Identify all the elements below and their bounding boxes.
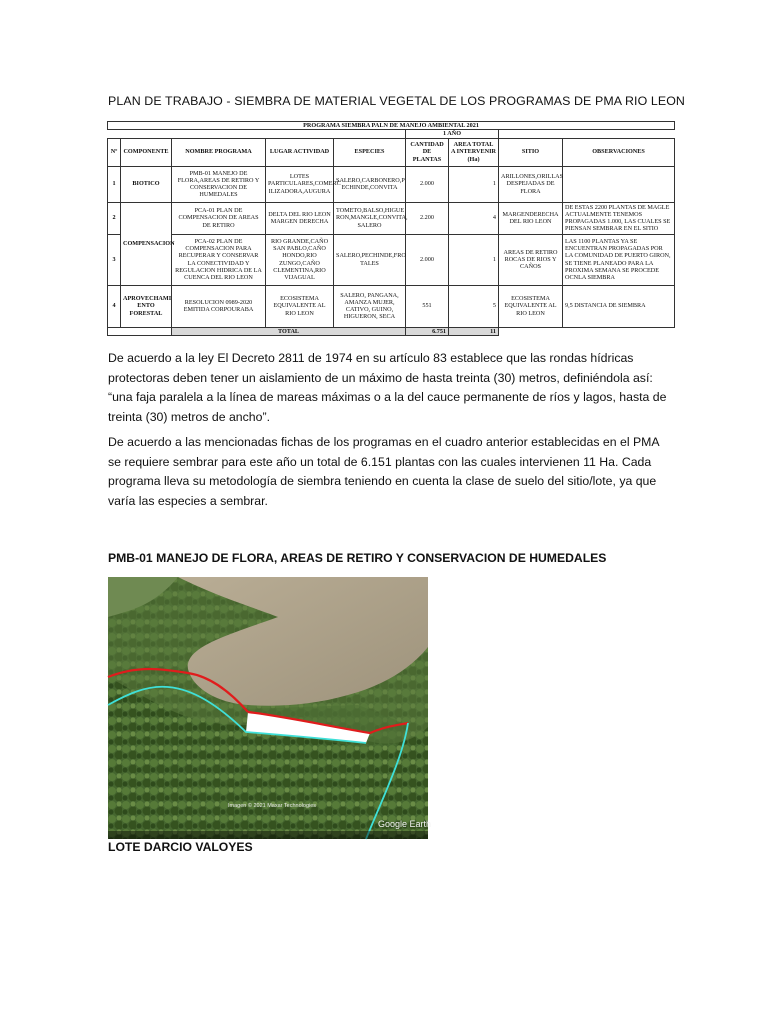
cell-componente: APROVECHAMI ENTO FORESTAL — [121, 285, 172, 327]
cell-sitio: MARGENDERECHA DEL RIO LEON — [499, 202, 563, 234]
table-caption: PROGRAMA SIEMBRA PALN DE MANEJO AMBIENTAL 2021 — [108, 122, 675, 130]
satellite-map-image — [108, 577, 432, 839]
satellite-map-svg — [108, 577, 432, 839]
cell-especies: TOMETO,BALSO,HIGUE RON,MANGLE,CONVITA, SALERO — [334, 202, 406, 234]
cell-nombre: RESOLUCION 0989-2020 EMITIDA CORPOURABA — [172, 285, 266, 327]
cell-especies: SALERO,CARBONERO,P ECHINDE,CONVITA — [334, 166, 406, 202]
cell-nombre: PCA-02 PLAN DE COMPENSACION PARA RECUPERAR Y CONSERVAR LA CONECTIVIDAD Y REGULACION HIDRICA DE LA CUENCA DEL RIO LEON — [172, 234, 266, 285]
table-spacer — [499, 130, 675, 138]
cell-sitio: ARILLONES,ORILLAS DESPEJADAS DE FLORA — [499, 166, 563, 202]
cell-area: 4 — [449, 202, 499, 234]
header-observaciones: OBSERVACIONES — [563, 138, 675, 166]
cell-num: 1 — [108, 166, 121, 202]
cell-especies: SALERO,PECHINDE,FRO TALES — [334, 234, 406, 285]
header-lugar: LUGAR ACTIVIDAD — [266, 138, 334, 166]
cell-num: 4 — [108, 285, 121, 327]
cell-area: 1 — [449, 234, 499, 285]
cell-area: 5 — [449, 285, 499, 327]
paragraph-decree — [108, 349, 668, 427]
cell-nombre: PMB-01 MANEJO DE FLORA,AREAS DE RETIRO Y CONSERVACION DE HUMEDALES — [172, 166, 266, 202]
cell-lugar: DELTA DEL RIO LEON MARGEN DERECHA — [266, 202, 334, 234]
cell-sitio: ECOSISTEMA EQUIVALENTE AL RIO LEON — [499, 285, 563, 327]
cell-especies: SALERO, PANGANA, AMANZA MUJER, CATIVO, GUINO, HIGUERON, SECA — [334, 285, 406, 327]
table-row — [108, 202, 675, 234]
header-cantidad: CANTIDAD DE PLANTAS — [406, 138, 449, 166]
paragraph-decree-text: De acuerdo a la ley El Decreto 2811 de 1974 en su artículo 83 establece que las rondas hídricas protectoras deben tener un aislamiento de un máximo de hasta treinta (30) metros, definiéndola así: “una faja paralela a la línea de mareas máximas o a la del cauce permanente de ríos y lagos, hasta de treinta (30) metros de ancho”. — [108, 351, 667, 424]
cell-componente-compensacion: COMPENSACION — [121, 202, 172, 285]
programs-table — [107, 121, 675, 336]
cell-cantidad: 2.000 — [406, 234, 449, 285]
total-spacer — [499, 327, 675, 335]
header-componente: COMPONENTE — [121, 138, 172, 166]
map-attribution-bar — [108, 831, 428, 839]
table-row — [108, 166, 675, 202]
header-num: Nº — [108, 138, 121, 166]
table-row — [108, 285, 675, 327]
cell-lugar: LOTES PARTICULARES,COMERC ILIZADORA,AUGURA — [266, 166, 334, 202]
cell-num: 3 — [108, 234, 121, 285]
paragraph-program-summary — [108, 433, 668, 511]
year-header: 1 AÑO — [406, 130, 499, 138]
header-nombre: NOMBRE PROGRAMA — [172, 138, 266, 166]
header-area: AREA TOTAL A INTERVENIR (Ha) — [449, 138, 499, 166]
total-cantidad: 6.751 — [406, 327, 449, 335]
total-area: 11 — [449, 327, 499, 335]
table-total-row — [108, 327, 675, 335]
cell-cantidad: 2.200 — [406, 202, 449, 234]
document-title: PLAN DE TRABAJO - SIEMBRA DE MATERIAL VEGETAL DE LOS PROGRAMAS DE PMA RIO LEON — [108, 94, 685, 108]
total-spacer — [108, 327, 172, 335]
cell-nombre: PCA-01 PLAN DE COMPENSACION DE AREAS DE RETIRO — [172, 202, 266, 234]
lot-caption: LOTE DARCIO VALOYES — [108, 840, 253, 854]
header-sitio: SITIO — [499, 138, 563, 166]
cell-cantidad: 2.000 — [406, 166, 449, 202]
map-watermark: Imagen © 2021 Maxar Technologies — [228, 803, 317, 809]
cell-lugar: RIO GRANDE,CAÑO SAN PABLO,CAÑO HONDO,RIO ZUNGO,CAÑO CLEMENTINA,RIO VIJAGUAL — [266, 234, 334, 285]
paragraph-program-summary-text: De acuerdo a las mencionadas fichas de los programas en el cuadro anterior establecidas en el PMA se requiere sembrar para este año un total de 6.151 plantas con las cuales intervienen 11 Ha. Cada programa lleva su metodología de siembra teniendo en cuenta la clase de suelo del sitio/lote, ya que varía las especies a sembrar. — [108, 435, 659, 508]
table-spacer — [108, 130, 406, 138]
cell-num: 2 — [108, 202, 121, 234]
header-especies: ESPECIES — [334, 138, 406, 166]
cell-observaciones: DE ESTAS 2200 PLANTAS DE MAGLE ACTUALMENTE TENEMOS PROPAGADAS 1.000, LAS CUALES SE PIENSAN SEMBRAR EN EL SITIO — [563, 202, 675, 234]
cell-sitio: AREAS DE RETIRO ROCAS DE RIOS Y CAÑOS — [499, 234, 563, 285]
google-earth-logo: Google Earth — [378, 819, 432, 829]
cell-observaciones: 9,5 DISTANCIA DE SIEMBRA — [563, 285, 675, 327]
cell-componente: BIOTICO — [121, 166, 172, 202]
cell-cantidad: 551 — [406, 285, 449, 327]
cell-observaciones — [563, 166, 675, 202]
cell-area: 1 — [449, 166, 499, 202]
cell-observaciones: LAS 1100 PLANTAS YA SE ENCUENTRAN PROPAGADAS POR LA COMUNIDAD DE PUERTO GIRON, SE TIENE PLANEADO PARA LA PROXIMA SEMANA SE PROCEDE OCNLA SIEMBRA — [563, 234, 675, 285]
cell-lugar: ECOSISTEMA EQUIVALENTE AL RIO LEON — [266, 285, 334, 327]
total-label: TOTAL — [172, 327, 406, 335]
table-row — [108, 234, 675, 285]
section-heading: PMB-01 MANEJO DE FLORA, AREAS DE RETIRO Y CONSERVACION DE HUMEDALES — [108, 551, 607, 565]
